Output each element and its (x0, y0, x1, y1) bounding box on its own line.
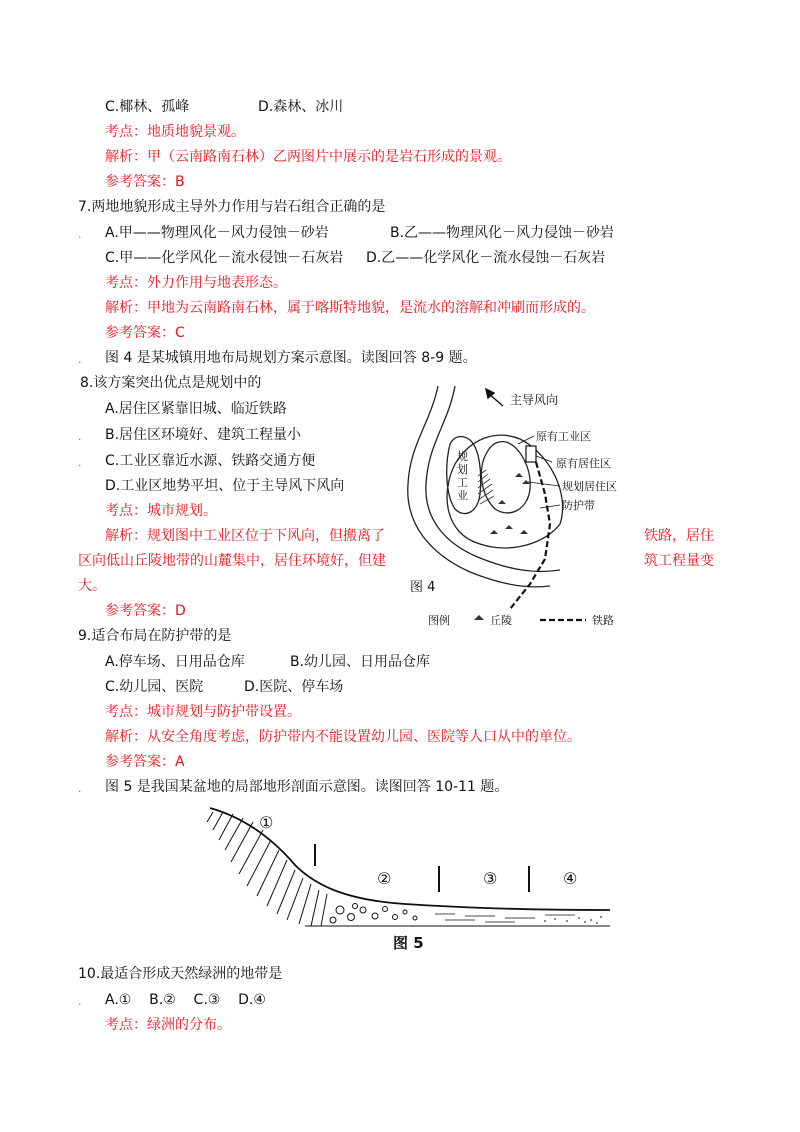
sand-dots (544, 916, 602, 924)
q7-option-a: A.甲——物理风化－风力侵蚀－砂岩 (105, 225, 329, 241)
q6-option-d: D.森林、冰川 (258, 99, 344, 115)
zone-4-label: ④ (563, 869, 578, 888)
q7-option-d: D.乙——化学风化－流水侵蚀－石灰岩 (366, 250, 606, 266)
q7-stem: 7.两地地貌形成主导外力作用与岩石组合正确的是 (78, 199, 386, 215)
old-residential-label: 原有居住区 (556, 457, 611, 470)
q9-option-b: B.幼儿园、日用品仓库 (290, 654, 431, 670)
planned-industrial-label: 规 划 工 业 (457, 450, 468, 502)
q8-jiexi-line2-right: 筑工程量变 (644, 553, 714, 569)
q9-option-a: A.停车场、日用品仓库 (105, 654, 245, 670)
q7-option-c: C.甲——化学风化－流水侵蚀－石灰岩 (105, 250, 344, 266)
figure-4-caption: 图 4 (410, 580, 436, 595)
q9-option-c: C.幼儿园、医院 (105, 679, 204, 695)
q8-kaodian: 考点：城市规划。 (105, 503, 217, 519)
figure-5-profile (205, 800, 615, 960)
river-bank-inner (426, 386, 560, 572)
q7-option-b: B.乙——物理风化－风力侵蚀－砂岩 (390, 225, 615, 241)
legend-hill-label: 丘陵 (490, 614, 512, 627)
zone-2-label: ② (377, 869, 392, 888)
legend-hill-symbol (474, 615, 484, 620)
q10-stem: 10.最适合形成天然绿洲的地带是 (78, 966, 283, 982)
old-industrial-label: 原有工业区 (536, 430, 591, 443)
hill-symbols (490, 473, 530, 534)
zone-1-label: ① (259, 813, 274, 832)
q9-answer: 参考答案：A (105, 754, 185, 770)
q8-jiexi-line1-left: 解析：规划图中工业区位于下风向，但搬离了 (105, 528, 385, 544)
q8-jiexi-line1-right: 铁路，居住 (644, 528, 714, 544)
zone-3-label: ③ (483, 869, 498, 888)
legend-rail-label: 铁路 (592, 614, 614, 627)
q9-stem: 9.适合布局在防护带的是 (78, 628, 232, 644)
q7-kaodian: 考点：外力作用与地表形态。 (105, 275, 287, 291)
q8-jiexi-line2-left: 区向低山丘陵地带的山麓集中，居住环境好，但建 (78, 553, 386, 569)
q6-answer: 参考答案：B (105, 174, 185, 190)
fig5-intro: 图 5 是我国某盆地的局部地形剖面示意图。读图回答 10-11 题。 (105, 779, 509, 795)
q8-option-d: D.工业区地势平坦、位于主导风下风向 (105, 478, 345, 494)
gravel-deposit (330, 904, 417, 924)
q8-option-c: C.工业区靠近水源、铁路交通方便 (105, 453, 316, 469)
q7-jiexi: 解析：甲地为云南路南石林，属于喀斯特地貌，是流水的溶解和冲刷而形成的。 (105, 300, 595, 316)
bullet-dot: . (78, 456, 82, 469)
q8-option-a: A.居住区紧靠旧城、临近铁路 (105, 401, 287, 417)
old-industrial-box (526, 446, 536, 462)
q9-option-d: D.医院、停车场 (244, 679, 344, 695)
q8-answer: 参考答案：D (105, 603, 186, 619)
wind-direction-arrow (486, 389, 503, 406)
q8-jiexi-line3: 大。 (78, 578, 106, 594)
legend-title: 图例 (428, 614, 450, 627)
existing-residential-zone (481, 442, 530, 513)
q7-answer: 参考答案：C (105, 325, 185, 341)
q8-option-b: B.居住区环境好、建筑工程量小 (105, 427, 302, 443)
q10-kaodian: 考点：绿洲的分布。 (105, 1017, 231, 1033)
bullet-dot: . (78, 995, 82, 1008)
river-bank-outer (408, 386, 550, 587)
planned-residential-label: 规划居住区 (562, 480, 617, 493)
q9-jiexi: 解析：从安全角度考虑，防护带内不能设置幼儿园、医院等人口从中的单位。 (105, 729, 581, 745)
fig4-intro: 图 4 是某城镇用地布局规划方案示意图。读图回答 8-9 题。 (105, 350, 477, 366)
fine-sediment (435, 914, 575, 922)
figure-4-map (400, 384, 630, 634)
q6-kaodian: 考点：地质地貌景观。 (105, 124, 245, 140)
bullet-dot: . (78, 430, 82, 443)
q6-jiexi: 解析：甲（云南路南石林）乙两图片中展示的是岩石形成的景观。 (105, 149, 511, 165)
bullet-dot: . (78, 228, 82, 241)
bullet-dot: . (78, 353, 82, 366)
q6-option-c: C.椰林、孤峰 (105, 99, 190, 115)
bullet-dot: . (78, 782, 82, 795)
q8-stem: 8.该方案突出优点是规划中的 (80, 375, 262, 391)
figure-5-caption: 图 5 (393, 934, 424, 952)
q9-kaodian: 考点：城市规划与防护带设置。 (105, 704, 301, 720)
q10-options: A.① B.② C.③ D.④ (105, 992, 266, 1008)
wind-label: 主导风向 (510, 393, 559, 407)
belt-label: 防护带 (562, 499, 595, 512)
